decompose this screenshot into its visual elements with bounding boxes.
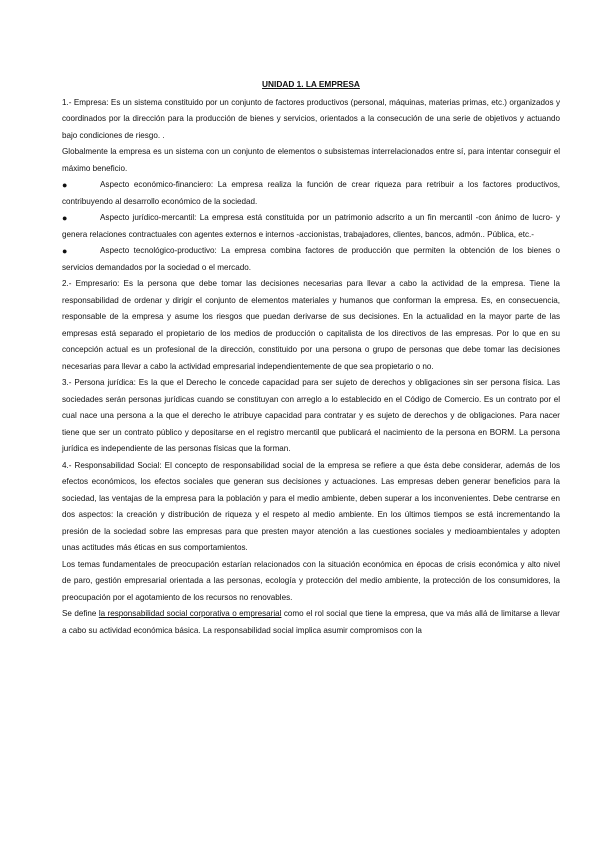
bullet-icon: ● <box>62 180 68 190</box>
paragraph-empresario: 2.- Empresario: Es la persona que debe tomar las decisiones necesarias para llevar a cabo la actividad de la empresa. Tiene la responsabilidad de ordenar y dirigir el conjunto de elementos materiales y humanos que conforman la empresa. Es, en consecuencia, responsable de la empresa y asume los riesgos que puedan derivarse de sus decisiones. En la actualidad en la mayor parte de las empresas está separado el propietario de los medios de producción o capitalista de los directivos de las empresas. Por lo que en su concepción actual es un profesional de la dirección, constituido por una persona o grupo de personas que debe tomar las decisiones necesarias para llevar a cabo la actividad empresarial independientemente de que sea propietario o no. <box>62 279 560 371</box>
bullet-economico <box>62 177 560 210</box>
bullet-text: Aspecto jurídico-mercantil: La empresa está constituida por un patrimonio adscrito a un fin mercantil -con ánimo de lucro- y genera relaciones contractuales con agentes externos e internos -accionistas, trabajadores, clientes, bancos, admón.. Pública, etc.- <box>62 213 560 239</box>
paragraph-temas: Los temas fundamentales de preocupación estarían relacionados con la situación económica en épocas de crisis económica y alto nivel de paro, gestión empresarial orientada a las personas, ecología y protección del medio ambiente, la protección de los consumidores, la preocupación por el agotamiento de los recursos no renovables. <box>62 559 560 602</box>
document-title: UNIDAD 1. LA EMPRESA <box>262 79 360 89</box>
bullet-icon: ● <box>62 246 68 256</box>
paragraph-empresa: 1.- Empresa: Es un sistema constituido por un conjunto de factores productivos (personal, máquinas, materias primas, etc.) organizados y coordinados por la dirección para la producción de bienes y servicios, orientados a la consecución de una serie de objetivos y actuando bajo condiciones de riesgo. . <box>62 97 560 140</box>
bullet-text: Aspecto económico-financiero: La empresa realiza la función de crear riqueza para retribuir a los factores productivos, contribuyendo al desarrollo económico de la sociedad. <box>62 180 560 206</box>
definicion-text-start: Se define <box>62 609 99 618</box>
paragraph-globalmente: Globalmente la empresa es un sistema con un conjunto de elementos o subsistemas interrelacionados entre sí, para intentar conseguir el máximo beneficio. <box>62 147 560 173</box>
rsc-link[interactable]: la responsabilidad social corporativa o empresarial <box>98 609 282 618</box>
paragraph-definicion <box>62 606 560 639</box>
bullet-juridico <box>62 210 560 243</box>
bullet-text: Aspecto tecnológico-productivo: La empresa combina factores de producción que permiten la obtención de los bienes o servicios demandados por la sociedad o el mercado. <box>62 246 560 272</box>
bullet-tecnologico <box>62 243 560 276</box>
definicion-text-end: como el rol social que tiene la empresa, que va más allá de limitarse a llevar a cabo su actividad económica básica. La responsabilidad social implica asumir compromisos con la <box>62 609 560 635</box>
paragraph-persona-juridica: 3.- Persona jurídica: Es la que el Derecho le concede capacidad para ser sujeto de derechos y obligaciones sin ser persona física. Las sociedades serán personas jurídicas cuando se constituyan con arreglo a lo establecido en el Código de Comercio. Es un contrato por el cual nace una persona a la que el derecho le atribuye capacidad para contratar y es sujeto de derechos y de obligaciones. Para nacer tiene que ser un contrato público y depositarse en el registro mercantil que publicará el nacimiento de la persona en BORM. La persona jurídica es independiente de las personas físicas que la forman. <box>62 378 560 453</box>
bullet-icon: ● <box>62 213 68 223</box>
paragraph-responsabilidad-social: 4.- Responsabilidad Social: El concepto de responsabilidad social de la empresa se refiere a que ésta debe considerar, además de los efectos económicos, los efectos sociales que generan sus decisiones y actuaciones. Las empresas deben generar beneficios para la sociedad, las ventajas de la empresa para la población y para el medio ambiente, deben superar a los inconvenientes. Debe centrarse en dos aspectos: la creación y distribución de riqueza y el respeto al medio ambiente. En los últimos tiempos se está incrementando la presión de la sociedad sobre las empresas para que presten mayor atención a las cuestiones sociales y medioambientales y adopten unas actitudes más éticas en sus comportamientos. <box>62 460 560 552</box>
